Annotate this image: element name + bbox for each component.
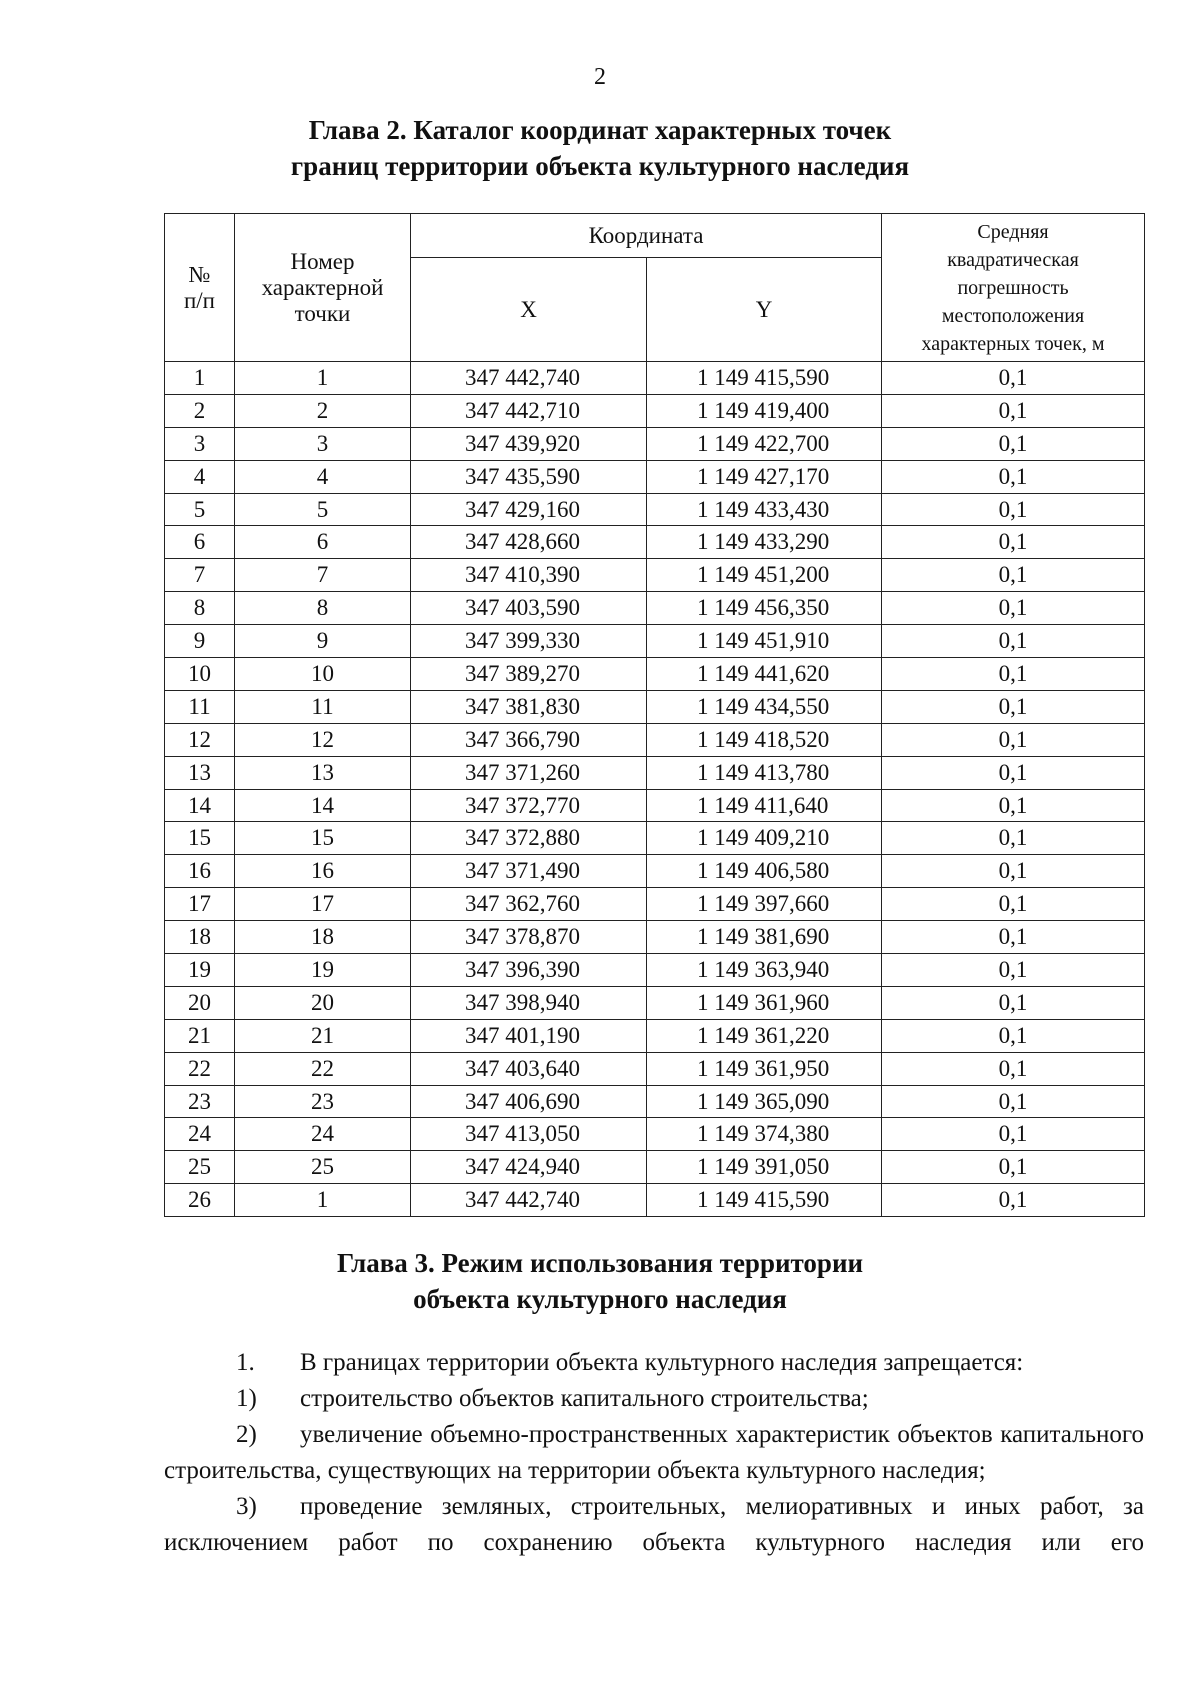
coord-x-cell: 347 442,740 xyxy=(411,1184,647,1217)
table-row xyxy=(165,954,1145,987)
coord-y-cell: 1 149 361,220 xyxy=(647,1019,882,1052)
point-number-cell: 20 xyxy=(235,986,411,1019)
row-number-cell: 23 xyxy=(165,1085,235,1118)
header-mean-square-error: Средняя квадратическая погрешность местоположения характерных точек, м xyxy=(882,214,1145,362)
coord-y-cell: 1 149 441,620 xyxy=(647,658,882,691)
clause-text: проведение земляных, строительных, мелиоративных и иных работ, за исключением работ по сохранению объекта культурного наследия или его xyxy=(164,1493,1144,1556)
coord-y-cell: 1 149 406,580 xyxy=(647,855,882,888)
coord-x-cell: 347 362,760 xyxy=(411,888,647,921)
error-cell: 0,1 xyxy=(882,592,1145,625)
error-cell: 0,1 xyxy=(882,1118,1145,1151)
row-number-cell: 13 xyxy=(165,756,235,789)
chapter-3-body xyxy=(164,1345,1144,1561)
coord-x-cell: 347 442,710 xyxy=(411,394,647,427)
error-cell: 0,1 xyxy=(882,723,1145,756)
coord-x-cell: 347 435,590 xyxy=(411,460,647,493)
table-row xyxy=(165,1019,1145,1052)
row-number-cell: 18 xyxy=(165,921,235,954)
table-row xyxy=(165,1118,1145,1151)
clause-1-1 xyxy=(164,1381,1144,1417)
coord-y-cell: 1 149 427,170 xyxy=(647,460,882,493)
table-row xyxy=(165,723,1145,756)
coord-y-cell: 1 149 361,950 xyxy=(647,1052,882,1085)
coord-x-cell: 347 413,050 xyxy=(411,1118,647,1151)
coord-y-cell: 1 149 434,550 xyxy=(647,690,882,723)
point-number-cell: 25 xyxy=(235,1151,411,1184)
row-number-cell: 12 xyxy=(165,723,235,756)
coord-x-cell: 347 366,790 xyxy=(411,723,647,756)
point-number-cell: 11 xyxy=(235,690,411,723)
coord-y-cell: 1 149 451,200 xyxy=(647,559,882,592)
row-number-cell: 15 xyxy=(165,822,235,855)
table-row xyxy=(165,855,1145,888)
coord-x-cell: 347 378,870 xyxy=(411,921,647,954)
point-number-cell: 15 xyxy=(235,822,411,855)
coord-y-cell: 1 149 409,210 xyxy=(647,822,882,855)
table-row xyxy=(165,1184,1145,1217)
coord-x-cell: 347 381,830 xyxy=(411,690,647,723)
coord-x-cell: 347 399,330 xyxy=(411,625,647,658)
point-number-cell: 14 xyxy=(235,789,411,822)
error-cell: 0,1 xyxy=(882,921,1145,954)
row-number-cell: 25 xyxy=(165,1151,235,1184)
row-number-cell: 6 xyxy=(165,526,235,559)
row-number-cell: 9 xyxy=(165,625,235,658)
clause-number: 1) xyxy=(236,1385,257,1412)
coord-x-cell: 347 401,190 xyxy=(411,1019,647,1052)
row-number-cell: 14 xyxy=(165,789,235,822)
point-number-cell: 8 xyxy=(235,592,411,625)
error-cell: 0,1 xyxy=(882,427,1145,460)
point-number-cell: 12 xyxy=(235,723,411,756)
error-cell: 0,1 xyxy=(882,756,1145,789)
error-cell: 0,1 xyxy=(882,658,1145,691)
table-row xyxy=(165,658,1145,691)
chapter-2-title-line-2: границ территории объекта культурного наследия xyxy=(290,151,910,181)
chapter-2-heading xyxy=(0,112,1200,184)
clause-text: увеличение объемно-пространственных характеристик объектов капитального строительства, существующих на территории объекта культурного наследия; xyxy=(164,1421,1144,1484)
table-row xyxy=(165,789,1145,822)
point-number-cell: 2 xyxy=(235,394,411,427)
error-cell: 0,1 xyxy=(882,460,1145,493)
point-number-cell: 10 xyxy=(235,658,411,691)
table-row xyxy=(165,1085,1145,1118)
clause-text: В границах территории объекта культурного наследия запрещается: xyxy=(300,1349,1024,1376)
coord-y-cell: 1 149 361,960 xyxy=(647,986,882,1019)
error-cell: 0,1 xyxy=(882,362,1145,395)
coord-x-cell: 347 398,940 xyxy=(411,986,647,1019)
coord-y-cell: 1 149 363,940 xyxy=(647,954,882,987)
table-row xyxy=(165,526,1145,559)
table-row xyxy=(165,690,1145,723)
coord-x-cell: 347 372,770 xyxy=(411,789,647,822)
header-coordinate: Координата xyxy=(411,214,882,258)
error-cell: 0,1 xyxy=(882,1052,1145,1085)
row-number-cell: 11 xyxy=(165,690,235,723)
chapter-3-heading xyxy=(0,1245,1200,1317)
error-cell: 0,1 xyxy=(882,888,1145,921)
error-cell: 0,1 xyxy=(882,493,1145,526)
point-number-cell: 23 xyxy=(235,1085,411,1118)
point-number-cell: 1 xyxy=(235,362,411,395)
coord-y-cell: 1 149 365,090 xyxy=(647,1085,882,1118)
error-cell: 0,1 xyxy=(882,526,1145,559)
table-row xyxy=(165,592,1145,625)
row-number-cell: 10 xyxy=(165,658,235,691)
table-row xyxy=(165,756,1145,789)
clause-number: 2) xyxy=(236,1421,257,1448)
coord-y-cell: 1 149 381,690 xyxy=(647,921,882,954)
page-number: 2 xyxy=(594,64,606,90)
coord-x-cell: 347 442,740 xyxy=(411,362,647,395)
error-cell: 0,1 xyxy=(882,1184,1145,1217)
coord-y-cell: 1 149 374,380 xyxy=(647,1118,882,1151)
table-row xyxy=(165,559,1145,592)
error-cell: 0,1 xyxy=(882,789,1145,822)
coord-y-cell: 1 149 415,590 xyxy=(647,1184,882,1217)
clause-number: 3) xyxy=(236,1493,257,1520)
point-number-cell: 24 xyxy=(235,1118,411,1151)
table-row xyxy=(165,625,1145,658)
row-number-cell: 20 xyxy=(165,986,235,1019)
point-number-cell: 3 xyxy=(235,427,411,460)
clause-1-3 xyxy=(164,1489,1144,1561)
coord-y-cell: 1 149 422,700 xyxy=(647,427,882,460)
coord-y-cell: 1 149 413,780 xyxy=(647,756,882,789)
coord-y-cell: 1 149 397,660 xyxy=(647,888,882,921)
row-number-cell: 21 xyxy=(165,1019,235,1052)
point-number-cell: 21 xyxy=(235,1019,411,1052)
row-number-cell: 26 xyxy=(165,1184,235,1217)
table-row xyxy=(165,362,1145,395)
table-row xyxy=(165,986,1145,1019)
coord-x-cell: 347 371,490 xyxy=(411,855,647,888)
point-number-cell: 22 xyxy=(235,1052,411,1085)
clause-text: строительство объектов капитального строительства; xyxy=(300,1385,869,1412)
error-cell: 0,1 xyxy=(882,1151,1145,1184)
row-number-cell: 7 xyxy=(165,559,235,592)
coord-y-cell: 1 149 419,400 xyxy=(647,394,882,427)
error-cell: 0,1 xyxy=(882,559,1145,592)
row-number-cell: 1 xyxy=(165,362,235,395)
clause-1 xyxy=(164,1345,1144,1381)
coord-x-cell: 347 406,690 xyxy=(411,1085,647,1118)
coord-x-cell: 347 396,390 xyxy=(411,954,647,987)
table-row xyxy=(165,822,1145,855)
chapter-2-title-line-1: Глава 2. Каталог координат характерных точек xyxy=(308,115,892,145)
coord-x-cell: 347 424,940 xyxy=(411,1151,647,1184)
row-number-cell: 19 xyxy=(165,954,235,987)
coord-x-cell: 347 389,270 xyxy=(411,658,647,691)
clause-number: 1. xyxy=(236,1349,255,1376)
error-cell: 0,1 xyxy=(882,986,1145,1019)
header-num: № п/п xyxy=(165,214,235,362)
error-cell: 0,1 xyxy=(882,855,1145,888)
row-number-cell: 3 xyxy=(165,427,235,460)
table-row xyxy=(165,460,1145,493)
coord-y-cell: 1 149 456,350 xyxy=(647,592,882,625)
header-y: Y xyxy=(647,258,882,362)
table-body xyxy=(165,362,1145,1217)
coord-y-cell: 1 149 411,640 xyxy=(647,789,882,822)
row-number-cell: 2 xyxy=(165,394,235,427)
error-cell: 0,1 xyxy=(882,1019,1145,1052)
error-cell: 0,1 xyxy=(882,690,1145,723)
coord-x-cell: 347 371,260 xyxy=(411,756,647,789)
chapter-3-title-line-2: объекта культурного наследия xyxy=(413,1284,787,1314)
point-number-cell: 17 xyxy=(235,888,411,921)
header-x: X xyxy=(411,258,647,362)
error-cell: 0,1 xyxy=(882,1085,1145,1118)
coordinates-catalog-table xyxy=(164,213,1145,1217)
table-row xyxy=(165,427,1145,460)
error-cell: 0,1 xyxy=(882,822,1145,855)
table-row xyxy=(165,921,1145,954)
coord-x-cell: 347 372,880 xyxy=(411,822,647,855)
chapter-3-title-line-1: Глава 3. Режим использования территории xyxy=(336,1248,864,1278)
coord-x-cell: 347 439,920 xyxy=(411,427,647,460)
coord-x-cell: 347 410,390 xyxy=(411,559,647,592)
error-cell: 0,1 xyxy=(882,625,1145,658)
row-number-cell: 17 xyxy=(165,888,235,921)
coord-x-cell: 347 403,640 xyxy=(411,1052,647,1085)
point-number-cell: 18 xyxy=(235,921,411,954)
clause-1-2 xyxy=(164,1417,1144,1489)
point-number-cell: 7 xyxy=(235,559,411,592)
header-point-number: Номер характерной точки xyxy=(235,214,411,362)
coord-y-cell: 1 149 451,910 xyxy=(647,625,882,658)
coord-x-cell: 347 428,660 xyxy=(411,526,647,559)
table-row xyxy=(165,394,1145,427)
row-number-cell: 16 xyxy=(165,855,235,888)
coord-y-cell: 1 149 391,050 xyxy=(647,1151,882,1184)
table-row xyxy=(165,1052,1145,1085)
point-number-cell: 5 xyxy=(235,493,411,526)
row-number-cell: 22 xyxy=(165,1052,235,1085)
coord-y-cell: 1 149 433,430 xyxy=(647,493,882,526)
point-number-cell: 16 xyxy=(235,855,411,888)
point-number-cell: 1 xyxy=(235,1184,411,1217)
row-number-cell: 8 xyxy=(165,592,235,625)
coord-y-cell: 1 149 433,290 xyxy=(647,526,882,559)
point-number-cell: 13 xyxy=(235,756,411,789)
point-number-cell: 9 xyxy=(235,625,411,658)
error-cell: 0,1 xyxy=(882,394,1145,427)
coord-y-cell: 1 149 415,590 xyxy=(647,362,882,395)
point-number-cell: 19 xyxy=(235,954,411,987)
coord-x-cell: 347 429,160 xyxy=(411,493,647,526)
row-number-cell: 5 xyxy=(165,493,235,526)
point-number-cell: 4 xyxy=(235,460,411,493)
row-number-cell: 4 xyxy=(165,460,235,493)
coord-x-cell: 347 403,590 xyxy=(411,592,647,625)
table-row xyxy=(165,1151,1145,1184)
error-cell: 0,1 xyxy=(882,954,1145,987)
row-number-cell: 24 xyxy=(165,1118,235,1151)
coord-y-cell: 1 149 418,520 xyxy=(647,723,882,756)
table-row xyxy=(165,493,1145,526)
table-row xyxy=(165,888,1145,921)
point-number-cell: 6 xyxy=(235,526,411,559)
